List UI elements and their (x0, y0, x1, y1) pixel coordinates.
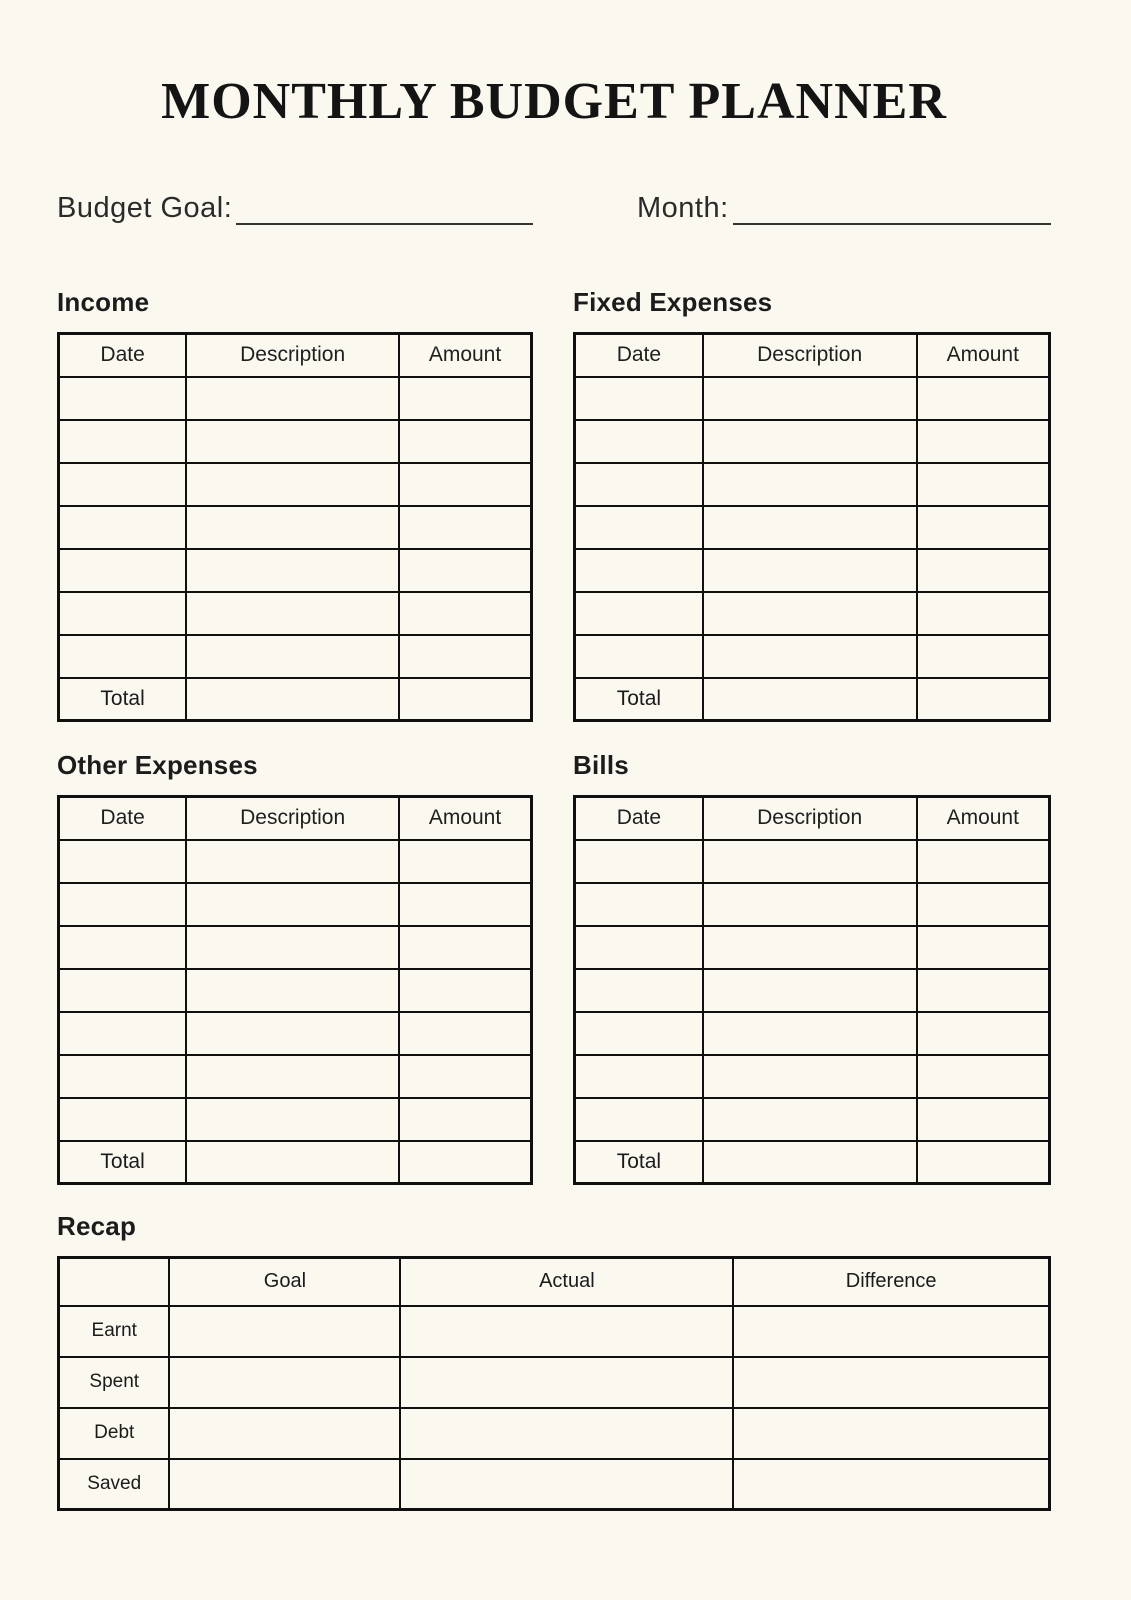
other-expenses-total-amount-cell[interactable] (399, 1141, 531, 1184)
bills-cell[interactable] (917, 1055, 1050, 1098)
fixed-expenses-title: Fixed Expenses (573, 287, 773, 317)
other-expenses-cell[interactable] (186, 1098, 399, 1141)
other-expenses-cell[interactable] (399, 1012, 531, 1055)
table-row (575, 377, 1050, 420)
table-row (575, 1012, 1050, 1055)
income-cell[interactable] (186, 549, 399, 592)
income-total-row (59, 678, 532, 721)
table-row (575, 969, 1050, 1012)
income-total-amount-cell[interactable] (399, 678, 531, 721)
recap-header-difference: Difference (733, 1258, 1049, 1306)
table-row (575, 549, 1050, 592)
section-recap (57, 1211, 1051, 1511)
other-expenses-header-date: Date (59, 797, 187, 840)
income-cell[interactable] (186, 592, 399, 635)
income-cell[interactable] (59, 549, 187, 592)
bills-cell[interactable] (703, 840, 917, 883)
fixed-expenses-cell[interactable] (917, 635, 1050, 678)
other-expenses-header-row (59, 797, 532, 840)
fixed-expenses-cell[interactable] (703, 420, 917, 463)
recap-earnt-difference-cell[interactable] (733, 1306, 1049, 1357)
fixed-expenses-cell[interactable] (575, 549, 703, 592)
bills-cell[interactable] (575, 926, 703, 969)
bills-cell[interactable] (575, 1012, 703, 1055)
budget-goal-input-line[interactable] (236, 187, 533, 225)
month-input-line[interactable] (733, 187, 1051, 225)
tables-grid (57, 287, 1051, 1185)
table-row (59, 1055, 532, 1098)
income-cell[interactable] (59, 463, 187, 506)
income-cell[interactable] (399, 635, 531, 678)
bills-header-date: Date (575, 797, 703, 840)
table-row (59, 420, 532, 463)
recap-debt-goal-cell[interactable] (169, 1408, 400, 1459)
income-cell[interactable] (59, 420, 187, 463)
section-income (57, 287, 533, 722)
table-row (575, 506, 1050, 549)
table-row (59, 592, 532, 635)
recap-saved-label: Saved (59, 1459, 170, 1510)
table-row (575, 592, 1050, 635)
income-cell[interactable] (399, 506, 531, 549)
recap-row-saved (59, 1459, 1050, 1510)
table-row (59, 549, 532, 592)
recap-saved-goal-cell[interactable] (169, 1459, 400, 1510)
income-cell[interactable] (186, 377, 399, 420)
fixed-expenses-header-amount: Amount (917, 334, 1050, 377)
bills-cell[interactable] (703, 1098, 917, 1141)
income-cell[interactable] (59, 506, 187, 549)
other-expenses-cell[interactable] (59, 969, 187, 1012)
recap-spent-label: Spent (59, 1357, 170, 1408)
fixed-expenses-table (573, 332, 1051, 722)
other-expenses-total-row (59, 1141, 532, 1184)
income-header-row (59, 334, 532, 377)
other-expenses-cell[interactable] (186, 883, 399, 926)
other-expenses-table (57, 795, 533, 1185)
other-expenses-cell[interactable] (399, 969, 531, 1012)
budget-goal-label: Budget Goal: (57, 192, 233, 225)
table-row (59, 463, 532, 506)
income-total-description-cell[interactable] (186, 678, 399, 721)
fixed-expenses-total-row (575, 678, 1050, 721)
bills-title: Bills (573, 750, 629, 780)
fixed-expenses-cell[interactable] (575, 420, 703, 463)
other-expenses-cell[interactable] (59, 840, 187, 883)
recap-spent-difference-cell[interactable] (733, 1357, 1049, 1408)
other-expenses-cell[interactable] (399, 1098, 531, 1141)
budget-goal-field (57, 187, 533, 225)
fixed-expenses-total-label: Total (575, 678, 703, 721)
recap-row-debt (59, 1408, 1050, 1459)
other-expenses-title: Other Expenses (57, 750, 258, 780)
other-expenses-cell[interactable] (399, 926, 531, 969)
table-row (59, 1012, 532, 1055)
table-row (59, 883, 532, 926)
income-cell[interactable] (186, 506, 399, 549)
bills-cell[interactable] (575, 1055, 703, 1098)
recap-corner-cell (59, 1258, 170, 1306)
income-cell[interactable] (59, 592, 187, 635)
income-cell[interactable] (186, 420, 399, 463)
bills-cell[interactable] (917, 1098, 1050, 1141)
bills-header-amount: Amount (917, 797, 1050, 840)
table-row (59, 969, 532, 1012)
other-expenses-header-amount: Amount (399, 797, 531, 840)
other-expenses-cell[interactable] (59, 1012, 187, 1055)
fixed-expenses-cell[interactable] (703, 549, 917, 592)
recap-header-row (59, 1258, 1050, 1306)
income-cell[interactable] (186, 635, 399, 678)
table-row (59, 635, 532, 678)
income-cell[interactable] (399, 377, 531, 420)
other-expenses-total-label: Total (59, 1141, 187, 1184)
income-header-date: Date (59, 334, 187, 377)
bills-cell[interactable] (703, 969, 917, 1012)
bills-cell[interactable] (575, 969, 703, 1012)
recap-table (57, 1256, 1051, 1511)
recap-saved-difference-cell[interactable] (733, 1459, 1049, 1510)
recap-header-actual: Actual (400, 1258, 733, 1306)
recap-spent-goal-cell[interactable] (169, 1357, 400, 1408)
other-expenses-cell[interactable] (399, 883, 531, 926)
recap-debt-actual-cell[interactable] (400, 1408, 733, 1459)
bills-cell[interactable] (703, 1055, 917, 1098)
fixed-expenses-cell[interactable] (917, 549, 1050, 592)
other-expenses-total-description-cell[interactable] (186, 1141, 399, 1184)
other-expenses-cell[interactable] (59, 1055, 187, 1098)
income-title: Income (57, 287, 150, 317)
table-row (575, 883, 1050, 926)
table-row (575, 926, 1050, 969)
bills-cell[interactable] (917, 840, 1050, 883)
recap-header-goal: Goal (169, 1258, 400, 1306)
recap-earnt-goal-cell[interactable] (169, 1306, 400, 1357)
table-row (59, 1098, 532, 1141)
bills-header-description: Description (703, 797, 917, 840)
bills-header-row (575, 797, 1050, 840)
recap-spent-actual-cell[interactable] (400, 1357, 733, 1408)
section-bills (573, 750, 1051, 1185)
fixed-expenses-cell[interactable] (575, 592, 703, 635)
recap-row-spent (59, 1357, 1050, 1408)
table-row (575, 635, 1050, 678)
bills-cell[interactable] (703, 883, 917, 926)
fixed-expenses-cell[interactable] (703, 463, 917, 506)
other-expenses-cell[interactable] (59, 883, 187, 926)
other-expenses-cell[interactable] (59, 926, 187, 969)
bills-cell[interactable] (917, 883, 1050, 926)
fixed-expenses-cell[interactable] (703, 592, 917, 635)
other-expenses-cell[interactable] (186, 1012, 399, 1055)
fixed-expenses-cell[interactable] (917, 377, 1050, 420)
bills-cell[interactable] (575, 840, 703, 883)
bills-total-amount-cell[interactable] (917, 1141, 1050, 1184)
section-fixed-expenses (573, 287, 1051, 722)
bills-cell[interactable] (917, 926, 1050, 969)
table-row (575, 463, 1050, 506)
income-total-label: Total (59, 678, 187, 721)
bills-cell[interactable] (575, 883, 703, 926)
bills-table (573, 795, 1051, 1185)
fixed-expenses-cell[interactable] (917, 592, 1050, 635)
bills-total-label: Total (575, 1141, 703, 1184)
income-header-description: Description (186, 334, 399, 377)
fixed-expenses-cell[interactable] (575, 635, 703, 678)
recap-earnt-actual-cell[interactable] (400, 1306, 733, 1357)
header-fields (57, 187, 1051, 225)
table-row (59, 840, 532, 883)
income-header-amount: Amount (399, 334, 531, 377)
section-other-expenses (57, 750, 533, 1185)
recap-earnt-label: Earnt (59, 1306, 170, 1357)
income-cell[interactable] (399, 592, 531, 635)
table-row (575, 840, 1050, 883)
income-cell[interactable] (59, 377, 187, 420)
fixed-expenses-cell[interactable] (703, 377, 917, 420)
page-title: MONTHLY BUDGET PLANNER (161, 73, 947, 130)
table-row (575, 1098, 1050, 1141)
income-cell[interactable] (399, 420, 531, 463)
recap-saved-actual-cell[interactable] (400, 1459, 733, 1510)
fixed-expenses-header-row (575, 334, 1050, 377)
table-row (59, 506, 532, 549)
income-cell[interactable] (399, 463, 531, 506)
fixed-expenses-total-amount-cell[interactable] (917, 678, 1050, 721)
recap-debt-label: Debt (59, 1408, 170, 1459)
table-row (59, 926, 532, 969)
fixed-expenses-cell[interactable] (575, 377, 703, 420)
income-cell[interactable] (186, 463, 399, 506)
fixed-expenses-cell[interactable] (917, 420, 1050, 463)
other-expenses-cell[interactable] (186, 969, 399, 1012)
table-row (59, 377, 532, 420)
recap-title: Recap (57, 1211, 137, 1241)
fixed-expenses-total-description-cell[interactable] (703, 678, 917, 721)
bills-total-description-cell[interactable] (703, 1141, 917, 1184)
bills-cell[interactable] (575, 1098, 703, 1141)
income-cell[interactable] (59, 635, 187, 678)
other-expenses-cell[interactable] (186, 1055, 399, 1098)
month-field (637, 187, 1051, 225)
fixed-expenses-cell[interactable] (575, 506, 703, 549)
other-expenses-header-description: Description (186, 797, 399, 840)
month-label: Month: (637, 192, 729, 225)
fixed-expenses-cell[interactable] (703, 635, 917, 678)
other-expenses-cell[interactable] (399, 840, 531, 883)
fixed-expenses-cell[interactable] (703, 506, 917, 549)
table-row (575, 420, 1050, 463)
fixed-expenses-cell[interactable] (575, 463, 703, 506)
fixed-expenses-header-description: Description (703, 334, 917, 377)
income-table (57, 332, 533, 722)
other-expenses-cell[interactable] (59, 1098, 187, 1141)
bills-cell[interactable] (703, 1012, 917, 1055)
income-cell[interactable] (399, 549, 531, 592)
bills-total-row (575, 1141, 1050, 1184)
bills-cell[interactable] (917, 969, 1050, 1012)
other-expenses-cell[interactable] (186, 926, 399, 969)
other-expenses-cell[interactable] (186, 840, 399, 883)
bills-cell[interactable] (703, 926, 917, 969)
bills-cell[interactable] (917, 1012, 1050, 1055)
fixed-expenses-cell[interactable] (917, 463, 1050, 506)
table-row (575, 1055, 1050, 1098)
other-expenses-cell[interactable] (399, 1055, 531, 1098)
fixed-expenses-header-date: Date (575, 334, 703, 377)
recap-row-earnt (59, 1306, 1050, 1357)
fixed-expenses-cell[interactable] (917, 506, 1050, 549)
recap-debt-difference-cell[interactable] (733, 1408, 1049, 1459)
